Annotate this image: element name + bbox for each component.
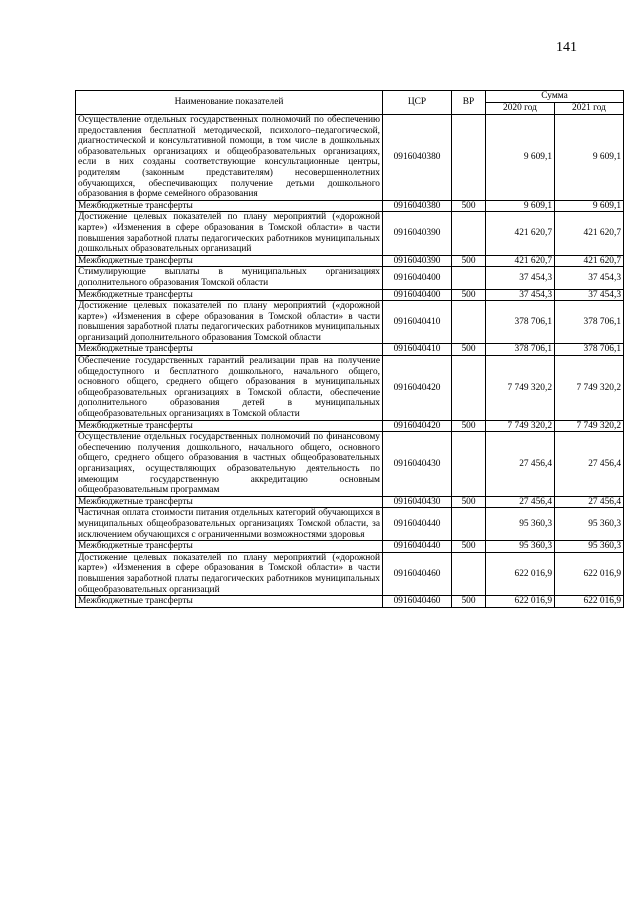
row-vr bbox=[452, 301, 486, 344]
row-sum-2021: 7 749 320,2 bbox=[555, 420, 624, 432]
row-vr: 500 bbox=[452, 496, 486, 508]
row-csr: 0916040410 bbox=[383, 301, 452, 344]
row-name: Достижение целевых показателей по плану мероприятий («дорожной карте») «Изменения в сфере образования в Томской области» в части повышения заработной платы педагогических работников муниципальных организаций дополнительного образования Томской области bbox=[76, 301, 383, 344]
row-vr bbox=[452, 115, 486, 201]
row-sum-2020: 378 706,1 bbox=[486, 301, 555, 344]
row-vr: 500 bbox=[452, 289, 486, 301]
row-csr: 0916040410 bbox=[383, 344, 452, 356]
row-sum-2020: 27 456,4 bbox=[486, 496, 555, 508]
row-sum-2020: 622 016,9 bbox=[486, 552, 555, 595]
row-sum-2020: 37 454,3 bbox=[486, 267, 555, 289]
row-vr: 500 bbox=[452, 541, 486, 553]
row-name: Частичная оплата стоимости питания отдельных категорий обучающихся в муниципальных общеобразовательных организациях Томской области, за исключением обучающихся с ограниченными возможностями здоровья bbox=[76, 508, 383, 541]
table-row bbox=[76, 212, 624, 255]
header-csr: ЦСР bbox=[383, 91, 452, 115]
row-sum-2021: 622 016,9 bbox=[555, 596, 624, 608]
row-sum-2021: 9 609,1 bbox=[555, 115, 624, 201]
row-name: Обеспечение государственных гарантий реализации прав на получение общедоступного и бесплатного дошкольного, начального общего, основного общего, среднего общего образования в муниципальных общеобразовательных организациях в Томской области, обеспечение дополнительного образования детей в муниципальных общеобразовательных организациях в Томской области bbox=[76, 356, 383, 421]
table-row bbox=[76, 541, 624, 553]
table-row bbox=[76, 115, 624, 201]
row-csr: 0916040430 bbox=[383, 432, 452, 497]
table-body bbox=[76, 115, 624, 608]
header-name: Наименование показателей bbox=[76, 91, 383, 115]
row-sum-2021: 27 456,4 bbox=[555, 432, 624, 497]
row-vr bbox=[452, 432, 486, 497]
row-sum-2020: 95 360,3 bbox=[486, 508, 555, 541]
row-sum-2020: 95 360,3 bbox=[486, 541, 555, 553]
header-year-2020: 2020 год bbox=[486, 103, 555, 115]
table-row bbox=[76, 496, 624, 508]
row-csr: 0916040420 bbox=[383, 420, 452, 432]
row-csr: 0916040380 bbox=[383, 200, 452, 212]
table-row bbox=[76, 552, 624, 595]
row-name: Межбюджетные трансферты bbox=[76, 541, 383, 553]
row-name: Достижение целевых показателей по плану мероприятий («дорожной карте») «Изменения в сфере образования в Томской области» в части повышения заработной платы педагогических работников муниципальных общеобразовательных организаций bbox=[76, 552, 383, 595]
row-sum-2020: 622 016,9 bbox=[486, 596, 555, 608]
table-row bbox=[76, 344, 624, 356]
row-sum-2021: 421 620,7 bbox=[555, 212, 624, 255]
row-sum-2021: 95 360,3 bbox=[555, 508, 624, 541]
header-year-2021: 2021 год bbox=[555, 103, 624, 115]
row-csr: 0916040430 bbox=[383, 496, 452, 508]
table-row bbox=[76, 289, 624, 301]
row-vr bbox=[452, 552, 486, 595]
row-csr: 0916040440 bbox=[383, 508, 452, 541]
row-name: Межбюджетные трансферты bbox=[76, 289, 383, 301]
row-vr: 500 bbox=[452, 596, 486, 608]
row-sum-2020: 7 749 320,2 bbox=[486, 356, 555, 421]
table-row bbox=[76, 420, 624, 432]
row-vr: 500 bbox=[452, 420, 486, 432]
table-row bbox=[76, 200, 624, 212]
row-sum-2021: 378 706,1 bbox=[555, 301, 624, 344]
table-row bbox=[76, 596, 624, 608]
page-number: 141 bbox=[556, 40, 577, 55]
row-sum-2020: 37 454,3 bbox=[486, 289, 555, 301]
row-name: Межбюджетные трансферты bbox=[76, 200, 383, 212]
header-sum: Сумма bbox=[486, 91, 624, 103]
row-csr: 0916040380 bbox=[383, 115, 452, 201]
row-name: Межбюджетные трансферты bbox=[76, 420, 383, 432]
row-sum-2021: 421 620,7 bbox=[555, 255, 624, 267]
row-sum-2021: 622 016,9 bbox=[555, 552, 624, 595]
row-vr bbox=[452, 508, 486, 541]
row-name: Межбюджетные трансферты bbox=[76, 344, 383, 356]
table-row bbox=[76, 301, 624, 344]
row-csr: 0916040400 bbox=[383, 289, 452, 301]
row-csr: 0916040390 bbox=[383, 255, 452, 267]
row-sum-2020: 9 609,1 bbox=[486, 115, 555, 201]
table-row bbox=[76, 432, 624, 497]
row-sum-2020: 421 620,7 bbox=[486, 212, 555, 255]
table-row bbox=[76, 508, 624, 541]
row-vr bbox=[452, 267, 486, 289]
table-row bbox=[76, 267, 624, 289]
row-name: Межбюджетные трансферты bbox=[76, 255, 383, 267]
row-csr: 0916040460 bbox=[383, 552, 452, 595]
row-vr: 500 bbox=[452, 344, 486, 356]
row-sum-2020: 27 456,4 bbox=[486, 432, 555, 497]
row-vr bbox=[452, 356, 486, 421]
row-sum-2021: 27 456,4 bbox=[555, 496, 624, 508]
row-csr: 0916040420 bbox=[383, 356, 452, 421]
row-sum-2021: 37 454,3 bbox=[555, 267, 624, 289]
row-csr: 0916040400 bbox=[383, 267, 452, 289]
row-sum-2020: 7 749 320,2 bbox=[486, 420, 555, 432]
row-sum-2020: 9 609,1 bbox=[486, 200, 555, 212]
row-name: Межбюджетные трансферты bbox=[76, 596, 383, 608]
row-sum-2021: 378 706,1 bbox=[555, 344, 624, 356]
row-vr: 500 bbox=[452, 200, 486, 212]
row-csr: 0916040440 bbox=[383, 541, 452, 553]
table-row bbox=[76, 255, 624, 267]
row-vr: 500 bbox=[452, 255, 486, 267]
row-vr bbox=[452, 212, 486, 255]
row-name: Межбюджетные трансферты bbox=[76, 496, 383, 508]
row-sum-2021: 37 454,3 bbox=[555, 289, 624, 301]
row-sum-2020: 421 620,7 bbox=[486, 255, 555, 267]
row-name: Стимулирующие выплаты в муниципальных организациях дополнительного образования Томской области bbox=[76, 267, 383, 289]
row-name: Осуществление отдельных государственных полномочий по финансовому обеспечению получения дошкольного, начального общего, основного общего, среднего общего образования в частных общеобразовательных организациях, осуществляющих образовательную деятельность по имеющим государственную аккредитацию основным общеобразовательным программам bbox=[76, 432, 383, 497]
table-header bbox=[76, 91, 624, 115]
row-name: Достижение целевых показателей по плану мероприятий («дорожной карте») «Изменения в сфере образования в Томской области» в части повышения заработной платы педагогических работников муниципальных дошкольных образовательных организаций bbox=[76, 212, 383, 255]
row-sum-2021: 9 609,1 bbox=[555, 200, 624, 212]
header-vr: ВР bbox=[452, 91, 486, 115]
table-row bbox=[76, 356, 624, 421]
row-csr: 0916040460 bbox=[383, 596, 452, 608]
budget-table bbox=[75, 90, 624, 608]
row-sum-2021: 95 360,3 bbox=[555, 541, 624, 553]
row-csr: 0916040390 bbox=[383, 212, 452, 255]
row-name: Осуществление отдельных государственных полномочий по обеспечению предоставления бесплатной методической, психолого–педагогической, диагностической и консультативной помощи, в том числе в дошкольных образовательных организациях и общеобразовательных организациях, если в них созданы соответствующие консультационные центры, родителям (законным представителям) несовершеннолетних обучающихся, обеспечивающих получение детьми дошкольного образования в форме семейного образования bbox=[76, 115, 383, 201]
row-sum-2020: 378 706,1 bbox=[486, 344, 555, 356]
row-sum-2021: 7 749 320,2 bbox=[555, 356, 624, 421]
